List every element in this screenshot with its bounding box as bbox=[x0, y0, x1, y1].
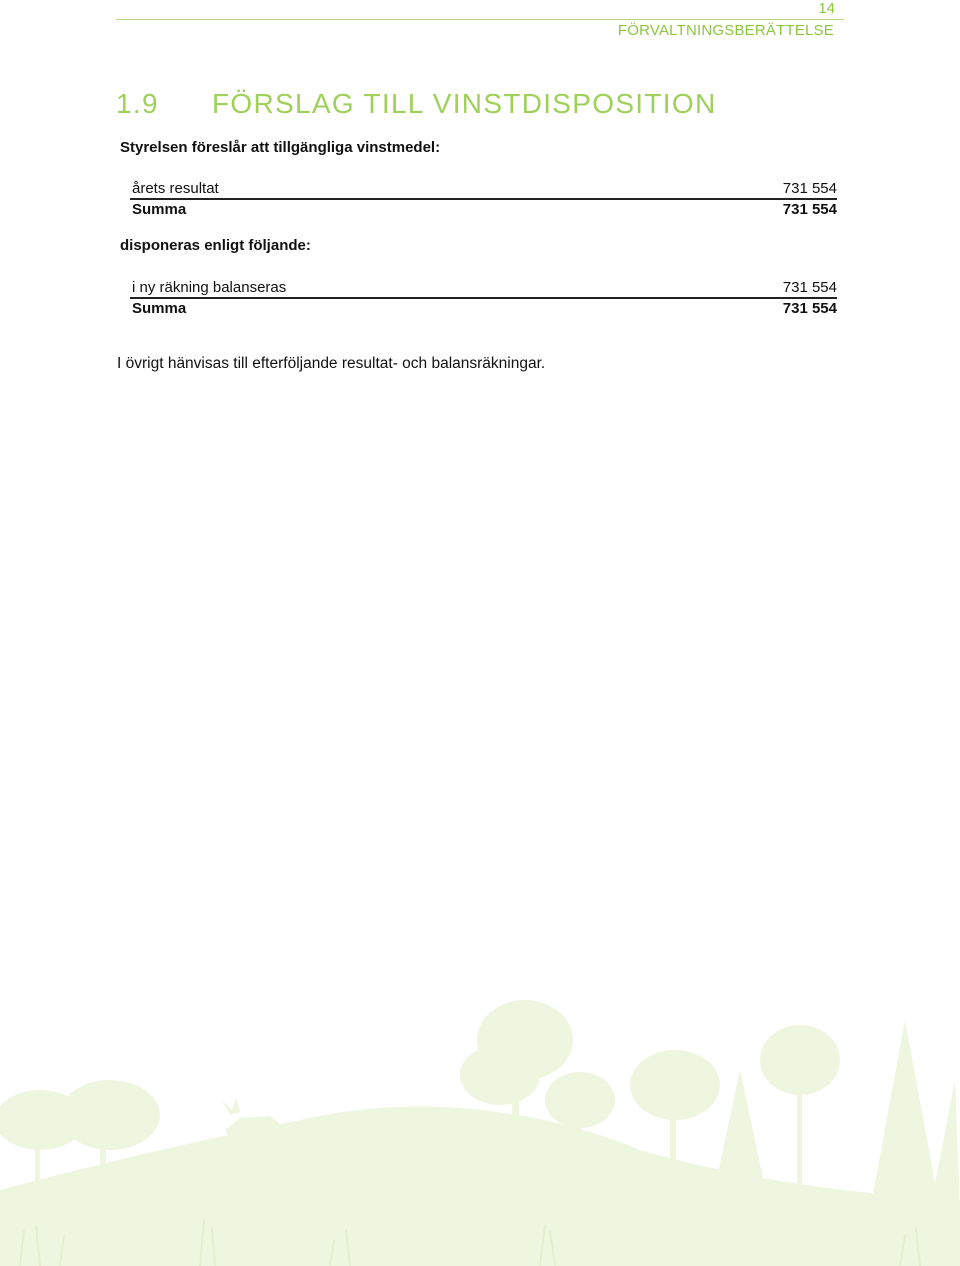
header-divider bbox=[116, 19, 844, 20]
disposition-total-row bbox=[132, 298, 837, 318]
disposition-row-value: 731 554 bbox=[782, 278, 837, 296]
funds-row-value: 731 554 bbox=[782, 179, 837, 197]
funds-total-label: Summa bbox=[132, 200, 187, 218]
intro-text: Styrelsen föreslår att tillgängliga vinstmedel: bbox=[120, 139, 441, 156]
section-title: FÖRSLAG TILL VINSTDISPOSITION bbox=[212, 88, 717, 119]
disposition-row-label: i ny räkning balanseras bbox=[132, 278, 287, 296]
funds-row bbox=[132, 178, 837, 198]
closing-note: I övrigt hänvisas till efterföljande resultat- och balansräkningar. bbox=[117, 355, 546, 372]
disposition-total-value: 731 554 bbox=[782, 299, 837, 317]
disposition-total-label: Summa bbox=[132, 299, 187, 317]
running-header-title: FÖRVALTNINGSBERÄTTELSE bbox=[617, 22, 834, 39]
funds-total-value: 731 554 bbox=[782, 200, 837, 218]
disposition-row bbox=[132, 277, 837, 297]
funds-row-label: årets resultat bbox=[132, 179, 219, 197]
funds-total-row bbox=[132, 199, 837, 219]
disposition-heading: disponeras enligt följande: bbox=[120, 237, 311, 254]
section-number: 1.9 bbox=[116, 88, 159, 119]
section-heading bbox=[116, 88, 716, 120]
landscape-illustration bbox=[0, 990, 960, 1266]
page-number: 14 bbox=[818, 0, 835, 17]
